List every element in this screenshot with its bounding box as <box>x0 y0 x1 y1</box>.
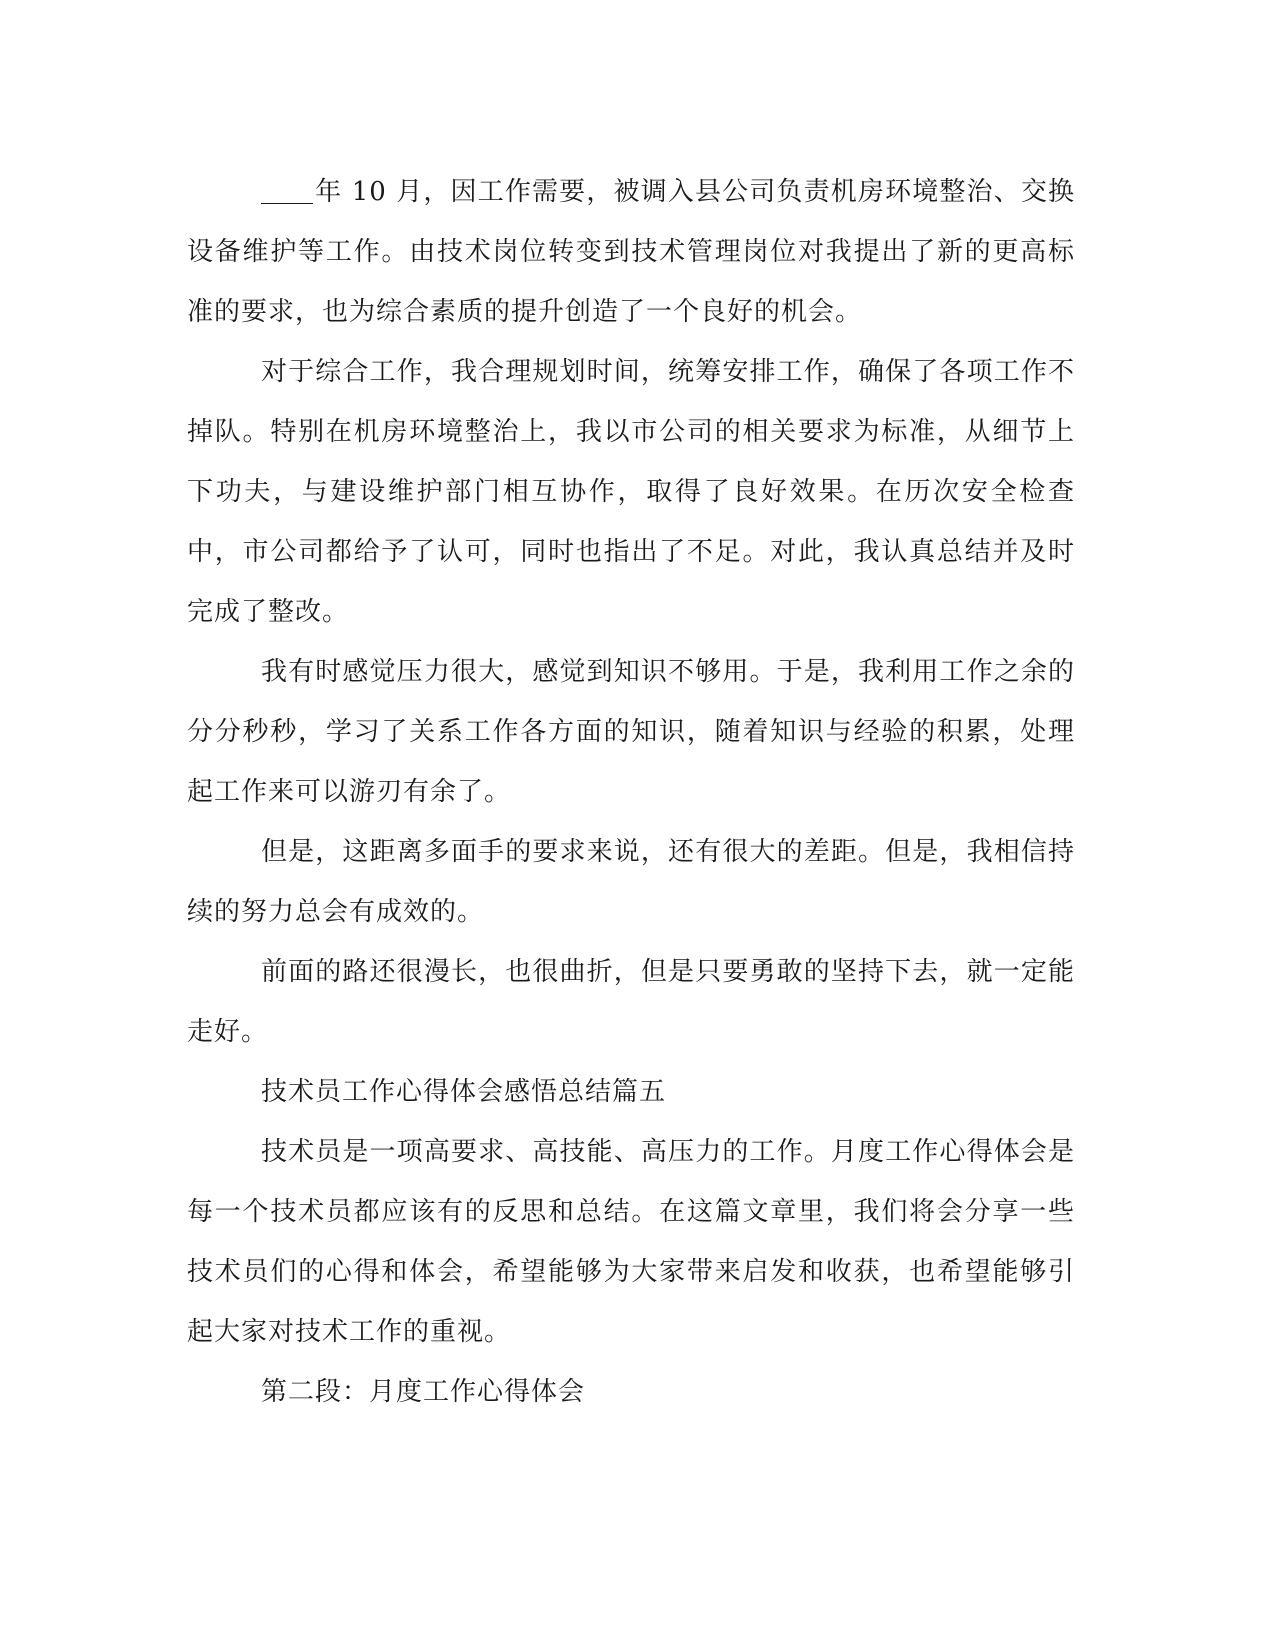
section-paragraph-1: 技术员是一项高要求、高技能、高压力的工作。月度工作心得体会是每一个技术员都应该有的反思和总结。在这篇文章里，我们将会分享一些技术员们的心得和体会，希望能够为大家带来启发和收获，也希望能够引起大家对技术工作的重视。 <box>187 1137 1075 1347</box>
fill-in-blank <box>261 177 313 204</box>
paragraph-3: 我有时感觉压力很大，感觉到知识不够用。于是，我利用工作之余的分分秒秒，学习了关系工作各方面的知识，随着知识与经验的积累，处理起工作来可以游刃有余了。 <box>187 657 1075 807</box>
paragraph-5: 前面的路还很漫长，也很曲折，但是只要勇敢的坚持下去，就一定能走好。 <box>187 957 1075 1047</box>
paragraph-1-text: 年 10 月，因工作需要，被调入县公司负责机房环境整治、交换设备维护等工作。由技术岗位转变到技术管理岗位对我提出了新的更高标准的要求，也为综合素质的提升创造了一个良好的机会。 <box>187 177 1075 327</box>
paragraph-1 <box>187 162 1075 342</box>
document-body <box>187 162 1075 1422</box>
paragraph-2: 对于综合工作，我合理规划时间，统筹安排工作，确保了各项工作不掉队。特别在机房环境整治上，我以市公司的相关要求为标准，从细节上下功夫，与建设维护部门相互协作，取得了良好效果。在历次安全检查中，市公司都给予了认可，同时也指出了不足。对此，我认真总结并及时完成了整改。 <box>187 357 1075 627</box>
subheading: 第二段：月度工作心得体会 <box>261 1377 586 1407</box>
section-title: 技术员工作心得体会感悟总结篇五 <box>261 1077 667 1107</box>
paragraph-4: 但是，这距离多面手的要求来说，还有很大的差距。但是，我相信持续的努力总会有成效的。 <box>187 837 1075 927</box>
